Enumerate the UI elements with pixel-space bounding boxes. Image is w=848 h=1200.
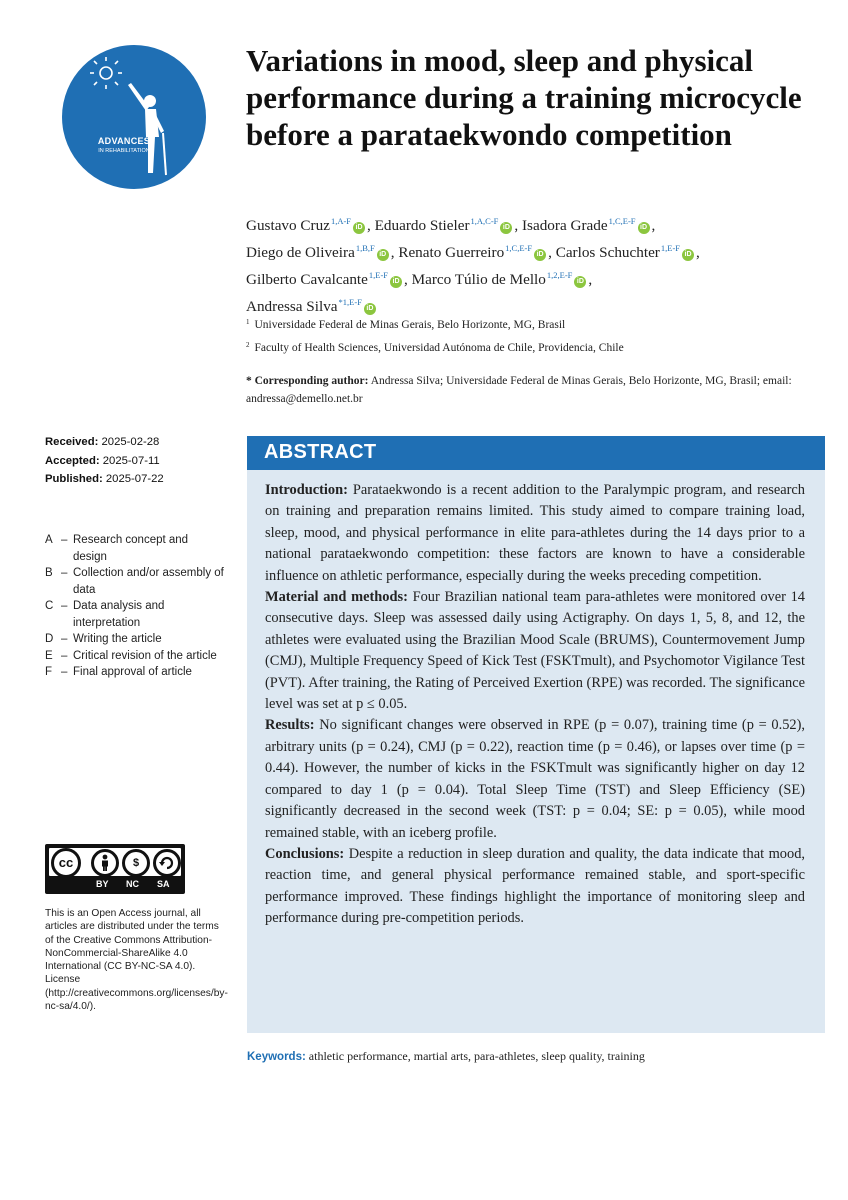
contribution-item: F – Final approval of article <box>45 666 192 678</box>
accepted-date: Accepted: 2025-07-11 <box>45 454 160 467</box>
cc-icon: cc <box>51 848 81 878</box>
contribution-item: B – Collection and/or assembly of data <box>45 567 224 596</box>
author[interactable]: Eduardo Stieler$^{1,A,C-F}$iD , <box>374 216 519 234</box>
orcid-icon[interactable]: iD <box>534 249 546 261</box>
journal-logo <box>62 45 206 189</box>
orcid-icon[interactable]: iD <box>638 222 650 234</box>
sharealike-icon <box>153 849 181 877</box>
orcid-icon[interactable]: iD <box>390 276 402 288</box>
corresponding-author: * Corresponding author: Andressa Silva; Universidade Federal de Minas Gerais, Belo Horizonte, MG, Brasil; email: andressa@demello.net.br <box>246 375 792 405</box>
author[interactable]: Gustavo Cruz$^{1,A-F}$iD , <box>246 216 371 234</box>
article-title: Variations in mood, sleep and physical performance during a training microcycle before a parataekwondo competition <box>246 43 802 152</box>
affiliation: $^1$ Universidade Federal de Minas Gerais, Belo Horizonte, MG, Brasil <box>246 318 566 331</box>
author[interactable]: Diego de Oliveira$^{1,B,F}$iD , <box>246 243 395 261</box>
contribution-item: D – Writing the article <box>45 633 162 645</box>
abstract-heading: ABSTRACT <box>264 441 377 463</box>
license-text: This is an Open Access journal, all articles are distributed under the terms of the Creative Commons Attribution-NonCommercial-ShareAlike 4.0 International (CC BY-NC-SA 4.0). License (http://creativecommons.org/licenses/by-nc-sa/4.0/). <box>45 908 228 1013</box>
abstract-conclusions: Conclusions: Despite a reduction in sleep duration and quality, the data indicate that mood, reaction time, and general physical performance remained stable, and sport-specific performance improved. These findings highlight the importance of monitoring sleep and performance during pre-competition periods. <box>265 845 805 927</box>
abstract-methods: Material and methods: Four Brazilian national team para-athletes were monitored over 14 consecutive days. Sleep was assessed daily using Actigraphy. On days 1, 5, 8, and 12, the athletes were evaluated using the Brazilian Mood Scale (BRUMS), Countermovement Jump (CMJ), Multiple Frequency Speed of Kick Test (FSKTmult), and Psychomotor Vigilance Test (PVT). After training, the Rating of Perceived Exertion (RPE) was recorded. The significance level was set at p ≤ 0.05. <box>265 589 806 713</box>
cc-license-badge[interactable] <box>45 844 185 894</box>
orcid-icon[interactable]: iD <box>377 249 389 261</box>
author[interactable]: Marco Túlio de Mello$^{1,2,E-F}$iD , <box>411 270 593 288</box>
sa-label: SA <box>157 879 170 889</box>
rehabilitation-figure-icon <box>62 45 206 189</box>
author[interactable]: Isadora Grade$^{1,C,E-F}$iD , <box>522 216 656 234</box>
noncommercial-icon: $ <box>122 849 150 877</box>
person-icon <box>91 849 119 877</box>
abstract-header <box>247 436 825 470</box>
orcid-icon[interactable]: iD <box>682 249 694 261</box>
journal-name-line2: IN REHABILITATION <box>98 148 150 154</box>
contribution-legend <box>45 532 225 681</box>
author[interactable]: Gilberto Cavalcante$^{1,E-F}$iD , <box>246 270 408 288</box>
by-label: BY <box>96 879 109 889</box>
abstract-introduction: Introduction: Parataekwondo is a recent addition to the Paralympic program, and research on training and preparation remains limited. This study aimed to compare training load, sleep, mood, and physical performance in elite para-athletes during the 14 days prior to a national parataekwondo competition: these factors are known to have a considerable influence on athletic performance, especially during the weeks preceding competition. <box>265 482 805 584</box>
author[interactable]: Carlos Schuchter$^{1,E-F}$iD , <box>555 243 700 261</box>
orcid-icon[interactable]: iD <box>364 303 376 315</box>
orcid-icon[interactable]: iD <box>574 276 586 288</box>
abstract-results: Results: No significant changes were observed in RPE (p = 0.07), training time (p = 0.52), arbitrary units (p = 0.24), CMJ (p = 0.22), reaction time (p = 0.46), or lapses over time (p = 0.44). However, the number of kicks in the FSKTmult was significantly higher on day 12 compared to day 1 (p = 0.04). Total Sleep Time (TST) and Sleep Efficiency (SE) significantly decreased in the second week (TST: p = 0.04; SE: p = 0.05), while mood remained stable, with an iceberg profile. <box>265 717 805 841</box>
contribution-item: C – Data analysis and interpretation <box>45 600 165 629</box>
author-list <box>246 210 826 318</box>
published-date: Published: 2025-07-22 <box>45 473 164 485</box>
affiliation: $^2$ Faculty of Health Sciences, Universidad Autónoma de Chile, Providencia, Chile <box>246 341 624 354</box>
author[interactable]: Renato Guerreiro$^{1,C,E-F}$iD , <box>398 243 552 261</box>
contribution-item: E – Critical revision of the article <box>45 649 217 662</box>
orcid-icon[interactable]: iD <box>353 222 365 234</box>
keywords: Keywords: athletic performance, martial arts, para-athletes, sleep quality, training <box>247 1049 645 1063</box>
article-dates <box>45 433 164 489</box>
nc-label: NC <box>126 879 139 889</box>
received-date: Received: 2025-02-28 <box>45 436 160 448</box>
orcid-icon[interactable]: iD <box>500 222 512 234</box>
abstract-text <box>265 480 805 930</box>
author[interactable]: Andressa Silva$^{*1,E-F}$iD <box>246 298 378 315</box>
journal-name-line1: ADVANCES <box>97 136 151 146</box>
contribution-item: A – Research concept and design <box>45 534 189 563</box>
